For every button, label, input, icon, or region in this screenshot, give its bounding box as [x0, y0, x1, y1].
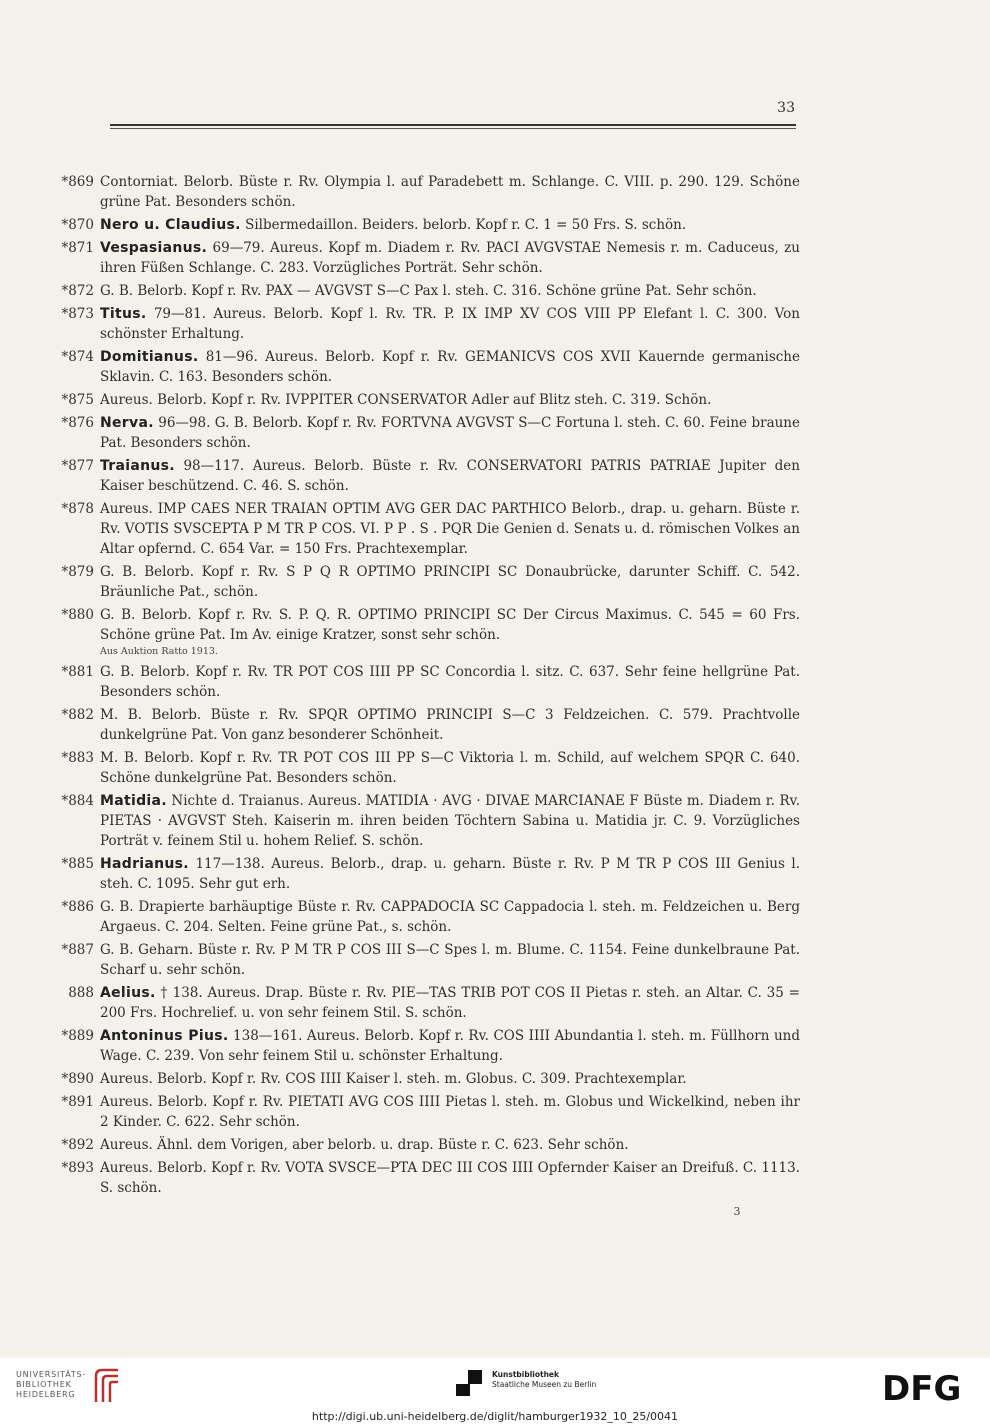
entry-body: M. B. Belorb. Büste r. Rv. SPQR OPTIMO PRINCIPI S—C 3 Feldzeichen. C. 579. Prachtvolle dunkelgrüne Pat. Von ganz besonderer Schönheit. — [100, 707, 800, 743]
catalog-entry — [40, 172, 800, 212]
entry-body: 79—81. Aureus. Belorb. Kopf l. Rv. TR. P. IX IMP XV COS VIII PP Elefant l. C. 300. Von schönster Erhaltung. — [100, 306, 800, 342]
entry-number: *885 — [61, 856, 94, 872]
entry-body: Contorniat. Belorb. Büste r. Rv. Olympia l. auf Paradebett m. Schlange. C. VIII. p. 290. 129. Schöne grüne Pat. Besonders schön. — [100, 174, 800, 210]
entry-body: Aureus. Belorb. Kopf r. Rv. VOTA SVSCE—PTA DEC III COS IIII Opfernder Kaiser an Dreifuß. C. 1113. S. schön. — [100, 1160, 800, 1196]
catalog-entry — [40, 347, 800, 387]
ruler-name: Nerva. — [100, 415, 154, 431]
header-rule-thin — [110, 128, 796, 129]
entry-number: *879 — [61, 564, 94, 580]
page-number: 33 — [777, 100, 795, 116]
entry-body: 81—96. Aureus. Belorb. Kopf r. Rv. GEMANICVS COS XVII Kauernde germanische Sklavin. C. 163. Besonders schön. — [100, 349, 800, 385]
entry-number: *889 — [61, 1028, 94, 1044]
entry-description — [100, 897, 800, 937]
entry-body: 96—98. G. B. Belorb. Kopf r. Rv. FORTVNA AVGVST S—C Fortuna l. steh. C. 60. Feine braune Pat. Besonders schön. — [100, 415, 800, 451]
entry-number: *883 — [61, 750, 94, 766]
kb-name: Kunstbibliothek — [492, 1370, 560, 1379]
entry-number: *873 — [61, 306, 94, 322]
entry-description — [100, 1092, 800, 1132]
entry-body: Aureus. Belorb. Kopf r. Rv. COS IIII Kaiser l. steh. m. Globus. C. 309. Prachtexemplar. — [100, 1071, 687, 1087]
entry-number: *876 — [61, 415, 94, 431]
footer-bar — [0, 1358, 990, 1427]
catalog-entry — [40, 238, 800, 278]
entry-number: *880 — [61, 607, 94, 623]
entry-body: G. B. Belorb. Kopf r. Rv. TR POT COS IIII PP SC Concordia l. sitz. C. 637. Sehr feine hellgrüne Pat. Besonders schön. — [100, 664, 800, 700]
entry-description — [100, 791, 800, 851]
catalog-entry — [40, 940, 800, 980]
entry-number: *875 — [61, 392, 94, 408]
entry-body: † 138. Aureus. Drap. Büste r. Rv. PIE—TAS TRIB POT COS II Pietas r. steh. an Altar. C. 35 = 200 Frs. Hochrelief. u. von sehr feinem Stil. S. schön. — [100, 985, 800, 1021]
catalog-entry — [40, 1092, 800, 1132]
entry-description — [100, 605, 800, 645]
kb-subtitle: Staatliche Museen zu Berlin — [492, 1380, 597, 1389]
ruler-name: Hadrianus. — [100, 856, 189, 872]
entry-description — [100, 1069, 800, 1089]
catalog-entry — [40, 304, 800, 344]
entry-body: 138—161. Aureus. Belorb. Kopf r. Rv. COS IIII Abundantia l. steh. m. Füllhorn und Wage. C. 239. Von sehr feinem Stil u. schönster Erhaltung. — [100, 1028, 801, 1064]
entry-description — [100, 238, 800, 278]
entry-number: *884 — [61, 793, 94, 809]
entry-description — [100, 1158, 800, 1198]
entry-body: 117—138. Aureus. Belorb., drap. u. geharn. Büste r. Rv. P M TR P COS III Genius l. steh. C. 1095. Sehr gut erh. — [100, 856, 801, 892]
entry-number: *869 — [61, 174, 94, 190]
entry-description — [100, 456, 800, 496]
ruler-name: Nero u. Claudius. — [100, 217, 241, 233]
entry-number: *891 — [61, 1094, 94, 1110]
entry-number: *878 — [61, 501, 94, 517]
entry-description — [100, 390, 800, 410]
catalog-entry — [40, 413, 800, 453]
entry-body: 98—117. Aureus. Belorb. Büste r. Rv. CONSERVATORI PATRIS PATRIAE Jupiter den Kaiser beschützend. C. 46. S. schön. — [100, 458, 800, 494]
ruler-name: Aelius. — [100, 985, 156, 1001]
header-rule — [110, 124, 796, 126]
entry-description — [100, 1135, 800, 1155]
catalog-entry — [40, 605, 800, 659]
entry-body: Aureus. Belorb. Kopf r. Rv. PIETATI AVG COS IIII Pietas l. steh. m. Globus und Wickelkind, neben ihr 2 Kinder. C. 622. Sehr schön. — [100, 1094, 800, 1130]
entry-body: G. B. Belorb. Kopf r. Rv. S P Q R OPTIMO PRINCIPI SC Donaubrücke, darunter Schiff. C. 542. Bräunliche Pat., schön. — [100, 564, 800, 600]
entry-description — [100, 983, 800, 1023]
entry-description — [100, 172, 800, 212]
entry-number: *881 — [61, 664, 94, 680]
svg-text:DFG: DFG — [882, 1370, 962, 1404]
entry-description — [100, 347, 800, 387]
catalog-entry — [40, 1069, 800, 1089]
entry-number: *872 — [61, 283, 94, 299]
entry-number: *874 — [61, 349, 94, 365]
entry-number: *871 — [61, 240, 94, 256]
entry-description — [100, 499, 800, 559]
catalog-entry — [40, 281, 800, 301]
catalog-entry — [40, 791, 800, 851]
catalog-entry — [40, 662, 800, 702]
entry-body: 69—79. Aureus. Kopf m. Diadem r. Rv. PACI AVGVSTAE Nemesis r. m. Caduceus, zu ihren Füßen Schlange. C. 283. Vorzügliches Porträt. Sehr schön. — [100, 240, 800, 276]
catalog-entry — [40, 854, 800, 894]
entry-description — [100, 215, 800, 235]
entry-number: *887 — [61, 942, 94, 958]
entry-body: G. B. Drapierte barhäuptige Büste r. Rv. CAPPADOCIA SC Cappadocia l. steh. m. Feldzeichen u. Berg Argaeus. C. 204. Selten. Feine grüne Pat., s. schön. — [100, 899, 800, 935]
entry-number: *882 — [61, 707, 94, 723]
entry-body: Aureus. Ähnl. dem Vorigen, aber belorb. u. drap. Büste r. C. 623. Sehr schön. — [100, 1137, 629, 1153]
entry-description — [100, 854, 800, 894]
ub-heidelberg-logo-icon — [92, 1366, 122, 1406]
entry-body: M. B. Belorb. Kopf r. Rv. TR POT COS III PP S—C Viktoria l. m. Schild, auf welchem SPQR C. 640. Schöne dunkelgrüne Pat. Besonders schön. — [100, 750, 800, 786]
entry-body: G. B. Belorb. Kopf r. Rv. PAX — AVGVST S—C Pax l. steh. C. 316. Schöne grüne Pat. Sehr schön. — [100, 283, 757, 299]
entry-description — [100, 413, 800, 453]
provenance-note: Aus Auktion Ratto 1913. — [100, 646, 218, 657]
catalog-entry — [40, 748, 800, 788]
catalog-entry — [40, 215, 800, 235]
entry-number: *890 — [61, 1071, 94, 1087]
entry-body: G. B. Belorb. Kopf r. Rv. S. P. Q. R. OPTIMO PRINCIPI SC Der Circus Maximus. C. 545 = 60 Frs. Schöne grüne Pat. Im Av. einige Kratzer, sonst sehr schön. — [100, 607, 800, 643]
kunstbibliothek-logo-icon — [452, 1368, 486, 1398]
entry-description — [100, 705, 800, 745]
catalog-entry — [40, 983, 800, 1023]
ub-line: UNIVERSITÄTS- — [16, 1370, 87, 1379]
entry-number: 888 — [68, 985, 94, 1001]
ruler-name: Vespasianus. — [100, 240, 208, 256]
entry-number: *877 — [61, 458, 94, 474]
entry-body: Aureus. IMP CAES NER TRAIAN OPTIM AVG GER DAC PARTHICO Belorb., drap. u. geharn. Büste r. Rv. VOTIS SVSCEPTA P M TR P COS. VI. P P . S . PQR Die Genien d. Senats u. d. römischen Volkes an Altar opfernd. C. 654 Var. = 150 Frs. Prachtexemplar. — [100, 501, 800, 557]
entry-body: Silbermedaillon. Beiders. belorb. Kopf r. C. 1 = 50 Frs. S. schön. — [245, 217, 687, 233]
ruler-name: Antoninus Pius. — [100, 1028, 229, 1044]
catalog-entry — [40, 705, 800, 745]
entry-description — [100, 281, 800, 301]
catalog-entry — [40, 499, 800, 559]
ruler-name: Titus. — [100, 306, 147, 322]
ub-line: BIBLIOTHEK — [16, 1380, 72, 1389]
entry-description — [100, 1026, 800, 1066]
catalog-entry — [40, 562, 800, 602]
source-url[interactable]: http://digi.ub.uni-heidelberg.de/diglit/hamburger1932_10_25/0041 — [311, 1410, 679, 1423]
entry-description — [100, 304, 800, 344]
catalog-entry — [40, 1026, 800, 1066]
ruler-name: Domitianus. — [100, 349, 199, 365]
ruler-name: Matidia. — [100, 793, 167, 809]
catalog-entry — [40, 390, 800, 410]
ub-line: HEIDELBERG — [16, 1390, 76, 1399]
catalog-entries — [40, 172, 800, 1201]
catalog-entry — [40, 456, 800, 496]
ub-heidelberg-label — [16, 1370, 86, 1400]
entry-body: Aureus. Belorb. Kopf r. Rv. IVPPITER CONSERVATOR Adler auf Blitz steh. C. 319. Schön. — [100, 392, 712, 408]
catalog-entry — [40, 897, 800, 937]
entry-body: G. B. Geharn. Büste r. Rv. P M TR P COS III S—C Spes l. m. Blume. C. 1154. Feine dunkelbraune Pat. Scharf u. sehr schön. — [100, 942, 800, 978]
entry-number: *870 — [61, 217, 94, 233]
entry-body: Nichte d. Traianus. Aureus. MATIDIA · AVG · DIVAE MARCIANAE F Büste m. Diadem r. Rv. PIETAS · AVGVST Steh. Kaiserin m. ihren beiden Töchtern Sabina u. Matidia jr. C. 9. Vorzügliches Porträt v. feinem Stil u. hohem Relief. S. schön. — [100, 793, 800, 849]
ruler-name: Traianus. — [100, 458, 175, 474]
entry-number: *893 — [61, 1160, 94, 1176]
catalog-entry — [40, 1135, 800, 1155]
entry-number: *892 — [61, 1137, 94, 1153]
entry-number: *886 — [61, 899, 94, 915]
dfg-logo-icon — [882, 1370, 978, 1404]
entry-description — [100, 562, 800, 602]
sheet-signature: 3 — [733, 1205, 741, 1218]
entry-description — [100, 748, 800, 788]
kunstbibliothek-label — [492, 1370, 596, 1390]
catalog-entry — [40, 1158, 800, 1198]
entry-description — [100, 662, 800, 702]
entry-description — [100, 940, 800, 980]
